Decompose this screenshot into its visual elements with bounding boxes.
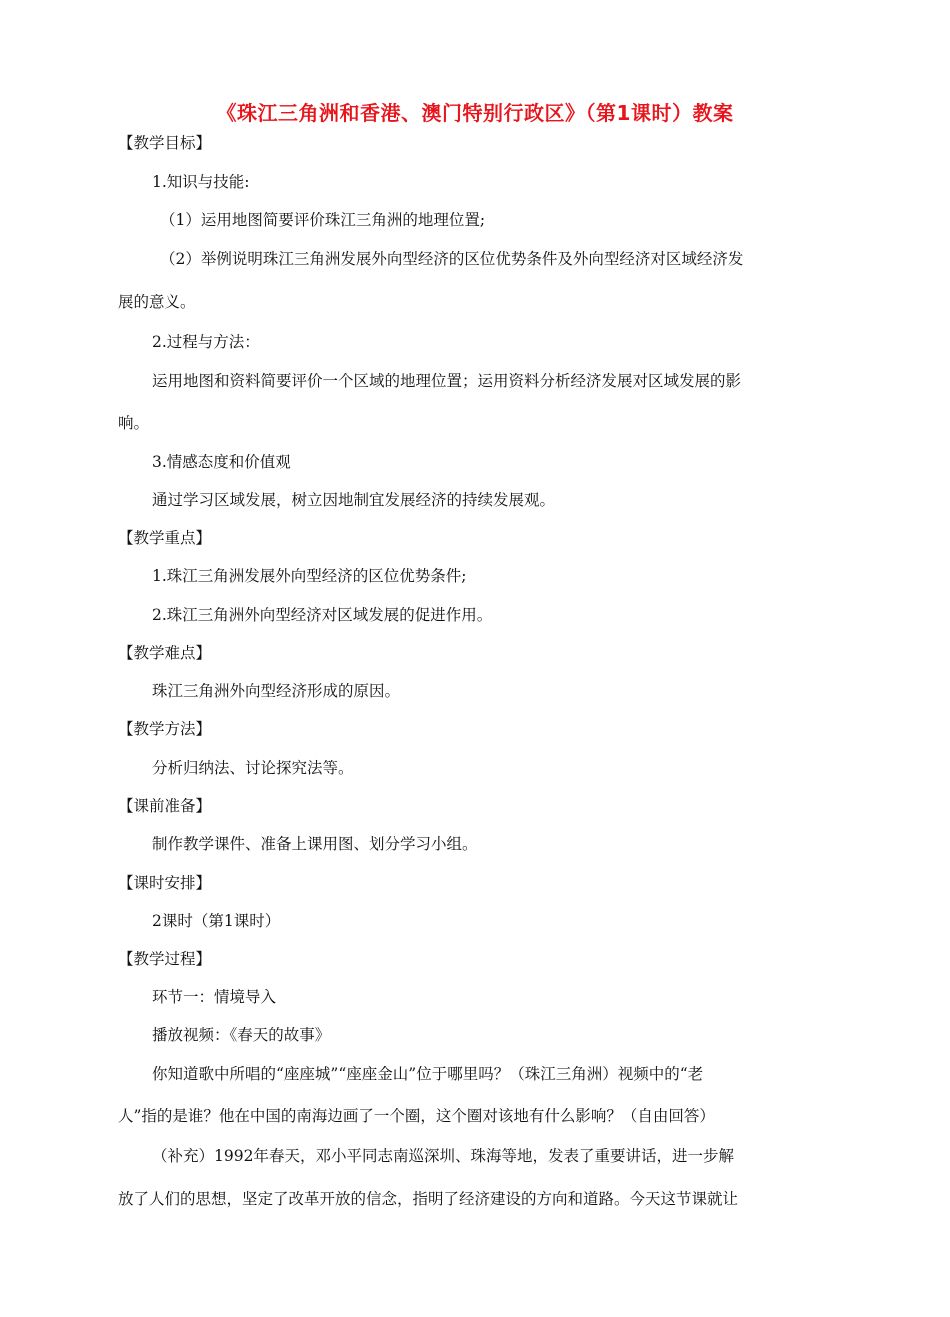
supplement-text: （补充）1992年春天，邓小平同志南巡深圳、珠海等地，发表了重要讲话，进一步解	[152, 1147, 734, 1165]
document-title: 《珠江三角洲和香港、澳门特别行政区》（第1课时）教案	[216, 101, 734, 125]
knowledge-item-1: （1）运用地图简要评价珠江三角洲的地理位置;	[160, 211, 486, 229]
process-step-1: 环节一：情境导入	[152, 988, 277, 1006]
heading-methods: 【教学方法】	[118, 720, 212, 738]
knowledge-label: 1.知识与技能:	[152, 173, 250, 191]
process-label: 2.过程与方法：	[152, 333, 260, 351]
knowledge-item-2-cont: 展的意义。	[118, 293, 196, 311]
knowledge-item-2: （2）举例说明珠江三角洲发展外向型经济的区位优势条件及外向型经济对区域经济发	[160, 250, 744, 268]
question-text-cont: 人”指的是谁？他在中国的南海边画了一个圈，这个圈对该地有什么影响？（自由回答）	[118, 1107, 715, 1125]
values-text: 通过学习区域发展，树立因地制宜发展经济的持续发展观。	[152, 491, 556, 509]
heading-difficulties: 【教学难点】	[118, 644, 212, 662]
process-text: 运用地图和资料简要评价一个区域的地理位置；运用资料分析经济发展对区域发展的影	[152, 372, 742, 390]
heading-preparation: 【课前准备】	[118, 797, 212, 815]
heading-objectives: 【教学目标】	[118, 134, 212, 152]
schedule-text: 2课时（第1课时）	[152, 912, 281, 930]
heading-schedule: 【课时安排】	[118, 874, 212, 892]
methods-text: 分析归纳法、讨论探究法等。	[152, 759, 354, 777]
supplement-text-cont: 放了人们的思想，坚定了改革开放的信念，指明了经济建设的方向和道路。今天这节课就让	[118, 1190, 739, 1208]
difficulties-text: 珠江三角洲外向型经济形成的原因。	[152, 682, 401, 700]
process-text-cont: 响。	[118, 414, 150, 432]
preparation-text: 制作教学课件、准备上课用图、划分学习小组。	[152, 835, 478, 853]
values-label: 3.情感态度和价值观	[152, 453, 291, 471]
question-text: 你知道歌中所唱的“座座城”“座座金山”位于哪里吗？（珠江三角洲）视频中的“老	[152, 1065, 704, 1083]
video-line: 播放视频：《春天的故事》	[152, 1026, 331, 1044]
heading-process: 【教学过程】	[118, 950, 212, 968]
key-point-2: 2.珠江三角洲外向型经济对区域发展的促进作用。	[152, 606, 493, 624]
heading-key-points: 【教学重点】	[118, 529, 212, 547]
key-point-1: 1.珠江三角洲发展外向型经济的区位优势条件;	[152, 567, 467, 585]
